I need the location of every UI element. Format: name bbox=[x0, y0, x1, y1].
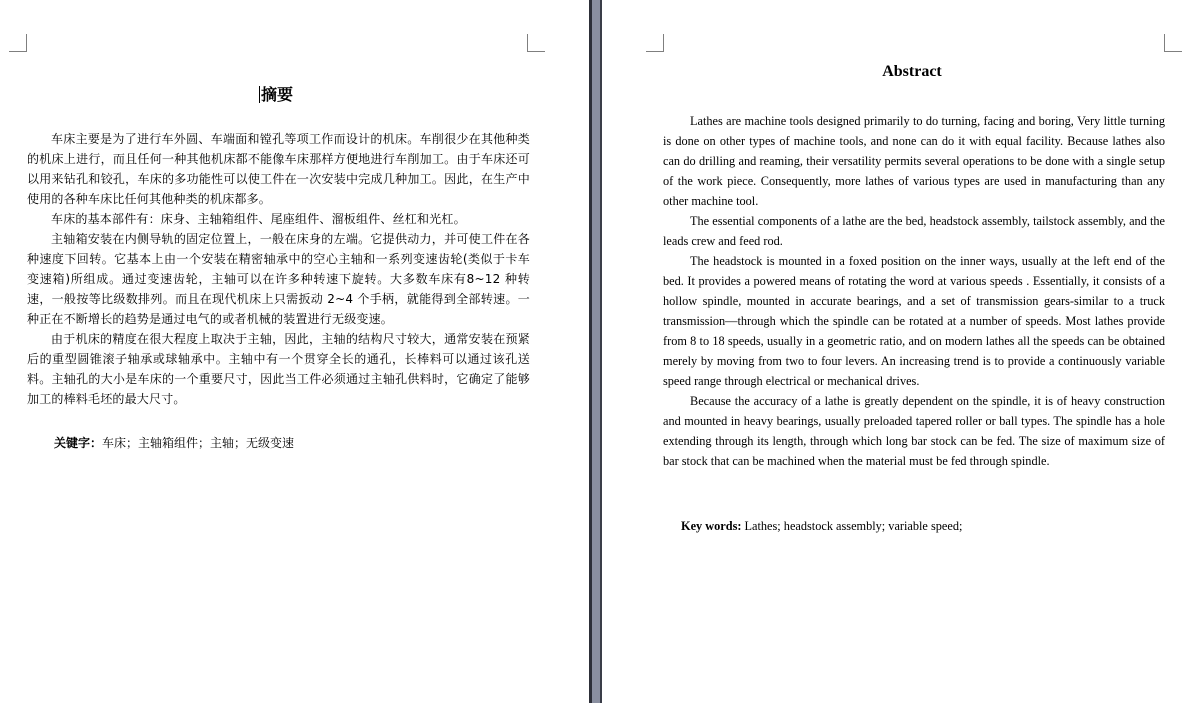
chinese-title-text: 摘要 bbox=[260, 85, 293, 104]
top-left-margin-marker bbox=[9, 34, 27, 52]
top-right-margin-marker bbox=[1164, 34, 1182, 52]
chinese-paragraph-1: 车床主要是为了进行车外圆、车端面和镗孔等项工作而设计的机床。车削很少在其他种类的机床上进行，而且任何一种其他机床都不能像车床那样方便地进行车削加工。由于车床还可以用来钻孔和铰孔，车床的多功能性可以使工件在一次安装中完成几种加工。因此，在生产中使用的各种车床比任何其他种类的机床都多。 bbox=[27, 132, 530, 206]
chinese-abstract-title bbox=[0, 82, 552, 105]
top-right-margin-marker bbox=[527, 34, 545, 52]
top-left-margin-marker bbox=[646, 34, 664, 52]
english-abstract-title: Abstract bbox=[882, 63, 942, 80]
chinese-document-page bbox=[0, 0, 589, 703]
english-keywords-label: Key words: bbox=[681, 519, 742, 533]
english-abstract-body bbox=[663, 111, 1165, 471]
chinese-keywords-value: 车床；主轴箱组件；主轴；无级变速 bbox=[102, 436, 295, 450]
english-paragraph-2: The essential components of a lathe are the bed, headstock assembly, tailstock assembly, and the leads crew and feed rod. bbox=[663, 214, 1165, 248]
english-paragraph-4: Because the accuracy of a lathe is greatly dependent on the spindle, it is of heavy construction and mounted in heavy bearings, usually preloaded tapered roller or ball types. The spindle has a hole extending through its length, through which long bar stock can be fed. The size of maximum size of bar stock that can be machined when the material must be fed through spindle. bbox=[663, 394, 1165, 468]
english-keywords-value: Lathes; headstock assembly; variable speed; bbox=[741, 519, 963, 533]
chinese-keywords-label: 关键字： bbox=[54, 436, 103, 450]
text-cursor bbox=[259, 86, 260, 103]
chinese-paragraph-4: 由于机床的精度在很大程度上取决于主轴，因此，主轴的结构尺寸较大，通常安装在预紧后的重型圆锥滚子轴承或球轴承中。主轴中有一个贯穿全长的通孔，长棒料可以通过该孔送料。主轴孔的大小是车床的一个重要尺寸，因此当工件必须通过主轴孔供料时，它确定了能够加工的棒料毛坯的最大尺寸。 bbox=[27, 332, 530, 406]
english-paragraph-3: The headstock is mounted in a foxed position on the inner ways, usually at the left end of the bed. It provides a powered means of rotating the word at various speeds . Essentially, it consists of a hollow spindle, mounted in accurate bearings, and a set of transmission gears-similar to a truck transmission—through which the spindle can be rotated at a number of speeds. Most lathes provide from 8 to 18 speeds, usually in a geometric ratio, and on modern lathes all the speeds can be obtained merely by moving from two to four levers. An increasing trend is to provide a continuously variable speed range through electrical or mechanical drives. bbox=[663, 254, 1165, 388]
english-paragraph-1: Lathes are machine tools designed primarily to do turning, facing and boring, Very little turning is done on other types of machine tools, and none can do it with equal facility. Because lathes also can do drilling and reaming, their versatility permits several operations to be done with a single setup of the work piece. Consequently, more lathes of various types are used in manufacturing than any other machine tool. bbox=[663, 114, 1165, 208]
divider-edge-left bbox=[589, 0, 592, 703]
chinese-keywords bbox=[54, 433, 294, 453]
chinese-paragraph-2: 车床的基本部件有：床身、主轴箱组件、尾座组件、溜板组件、丝杠和光杠。 bbox=[51, 212, 466, 226]
chinese-abstract-body bbox=[27, 129, 530, 409]
page-divider bbox=[589, 0, 602, 703]
english-document-page bbox=[602, 0, 1191, 703]
chinese-paragraph-3: 主轴箱安装在内侧导轨的固定位置上，一般在床身的左端。它提供动力，并可使工件在各种速度下回转。它基本上由一个安装在精密轴承中的空心主轴和一系列变速齿轮(类似于卡车变速箱)所组成。通过变速齿轮，主轴可以在许多种转速下旋转。大多数车床有8~12 种转速，一般按等比级数排列。而且在现代机床上只需扳动 2~4 个手柄，就能得到全部转速。一种正在不断增长的趋势是通过电气的或者机械的装置进行无级变速。 bbox=[27, 232, 530, 326]
english-keywords bbox=[681, 516, 962, 536]
